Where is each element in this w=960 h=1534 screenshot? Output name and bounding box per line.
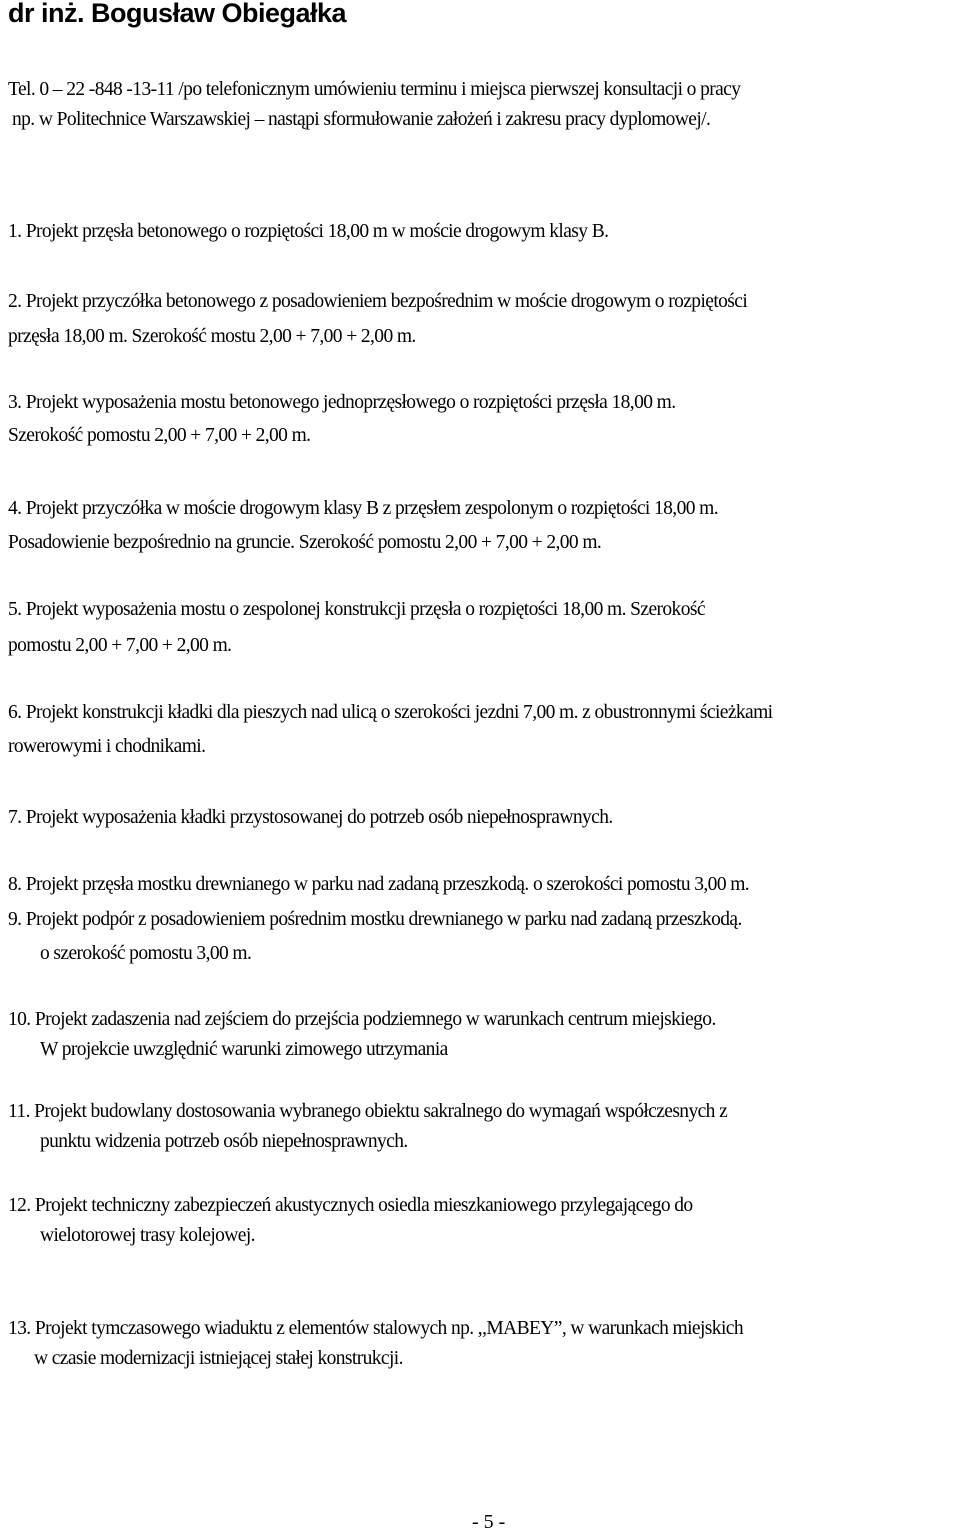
topic-5-line-1: 5. Projekt wyposażenia mostu o zespolonej konstrukcji przęsła o rozpiętości 18,00 m. Szerokość bbox=[8, 599, 705, 620]
contact-line-1: Tel. 0 – 22 -848 -13-11 /po telefonicznym umówieniu terminu i miejsca pierwszej konsultacji o pracy bbox=[8, 79, 741, 100]
topic-10-line-1: 10. Projekt zadaszenia nad zejściem do przejścia podziemnego w warunkach centrum miejskiego. bbox=[8, 1009, 716, 1030]
topic-8-line-1: 8. Projekt przęsła mostku drewnianego w parku nad zadaną przeszkodą. o szerokości pomostu 3,00 m. bbox=[8, 874, 750, 895]
topic-11-line-2: punktu widzenia potrzeb osób niepełnosprawnych. bbox=[40, 1131, 408, 1152]
topic-12-line-2: wielotorowej trasy kolejowej. bbox=[40, 1225, 255, 1246]
topic-5-line-2: pomostu 2,00 + 7,00 + 2,00 m. bbox=[8, 635, 232, 656]
topic-13-line-2: w czasie modernizacji istniejącej stałej konstrukcji. bbox=[34, 1348, 403, 1369]
topic-10-line-2: W projekcie uwzględnić warunki zimowego utrzymania bbox=[40, 1039, 448, 1060]
topic-3-line-1: 3. Projekt wyposażenia mostu betonowego jednoprzęsłowego o rozpiętości przęsła 18,00 m. bbox=[8, 392, 676, 413]
topic-9-line-1: 9. Projekt podpór z posadowieniem pośrednim mostku drewnianego w parku nad zadaną przeszkodą. bbox=[8, 909, 742, 930]
topic-13-line-1: 13. Projekt tymczasowego wiaduktu z elementów stalowych np. ,,MABEY”, w warunkach miejskich bbox=[8, 1318, 743, 1339]
topic-7-line-1: 7. Projekt wyposażenia kładki przystosowanej do potrzeb osób niepełnosprawnych. bbox=[8, 807, 613, 828]
topic-4-line-2: Posadowienie bezpośrednio na gruncie. Szerokość pomostu 2,00 + 7,00 + 2,00 m. bbox=[8, 532, 602, 553]
contact-line-2: np. w Politechnice Warszawskiej – nastąpi sformułowanie założeń i zakresu pracy dyplomowej/. bbox=[12, 109, 711, 130]
topic-9-line-2: o szerokość pomostu 3,00 m. bbox=[40, 943, 252, 964]
topic-6-line-1: 6. Projekt konstrukcji kładki dla pieszych nad ulicą o szerokości jezdni 7,00 m. z obustronnymi ścieżkami bbox=[8, 702, 773, 723]
topic-1-line-1: 1. Projekt przęsła betonowego o rozpiętości 18,00 m w moście drogowym klasy B. bbox=[8, 221, 609, 242]
topic-2-line-2: przęsła 18,00 m. Szerokość mostu 2,00 + 7,00 + 2,00 m. bbox=[8, 326, 416, 347]
author-title: dr inż. Bogusław Obiegałka bbox=[8, 0, 347, 28]
topic-6-line-2: rowerowymi i chodnikami. bbox=[8, 736, 206, 757]
topic-11-line-1: 11. Projekt budowlany dostosowania wybranego obiektu sakralnego do wymagań współczesnych z bbox=[8, 1101, 728, 1122]
topic-4-line-1: 4. Projekt przyczółka w moście drogowym klasy B z przęsłem zespolonym o rozpiętości 18,00 m. bbox=[8, 498, 719, 519]
topic-12-line-1: 12. Projekt techniczny zabezpieczeń akustycznych osiedla mieszkaniowego przylegającego do bbox=[8, 1195, 693, 1216]
page-number: - 5 - bbox=[472, 1511, 506, 1533]
topic-3-line-2: Szerokość pomostu 2,00 + 7,00 + 2,00 m. bbox=[8, 425, 311, 446]
topic-2-line-1: 2. Projekt przyczółka betonowego z posadowieniem bezpośrednim w moście drogowym o rozpiętości bbox=[8, 291, 748, 312]
